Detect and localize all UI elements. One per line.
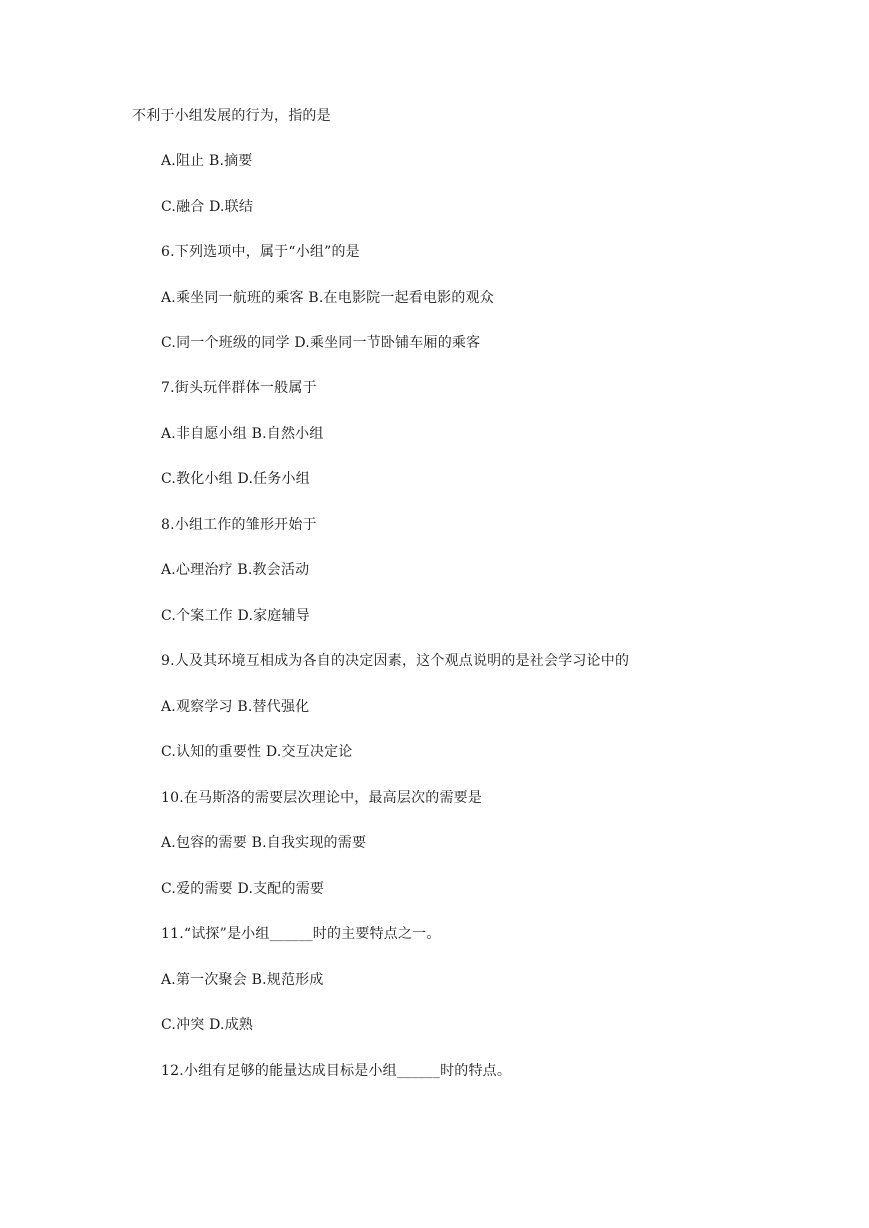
- q10-options-ab: A.包容的需要 B.自我实现的需要: [161, 835, 367, 851]
- q11-options-ab: A.第一次聚会 B.规范形成: [161, 972, 324, 988]
- q9-options-ab: A.观察学习 B.替代强化: [161, 699, 310, 715]
- q11-options-cd: C.冲突 D.成熟: [161, 1017, 254, 1033]
- q5-options-ab: A.阻止 B.摘要: [161, 153, 253, 169]
- question-11: 11.“试探”是小组______时的主要特点之一。: [161, 926, 441, 942]
- q8-options-ab: A.心理治疗 B.教会活动: [161, 562, 310, 578]
- question-7: 7.街头玩伴群体一般属于: [161, 380, 317, 396]
- q5-options-cd: C.融合 D.联结: [161, 199, 254, 215]
- q8-options-cd: C.个案工作 D.家庭辅导: [161, 608, 310, 624]
- q7-options-cd: C.教化小组 D.任务小组: [161, 471, 310, 487]
- question-continuation: 不利于小组发展的行为，指的是: [132, 108, 331, 124]
- question-10: 10.在马斯洛的需要层次理论中，最高层次的需要是: [161, 790, 483, 806]
- q10-options-cd: C.爱的需要 D.支配的需要: [161, 881, 325, 897]
- q6-options-cd: C.同一个班级的同学 D.乘坐同一节卧铺车厢的乘客: [161, 335, 481, 351]
- q7-options-ab: A.非自愿小组 B.自然小组: [161, 426, 324, 442]
- question-8: 8.小组工作的雏形开始于: [161, 517, 317, 533]
- question-9: 9.人及其环境互相成为各自的决定因素，这个观点说明的是社会学习论中的: [161, 653, 630, 669]
- q6-options-ab: A.乘坐同一航班的乘客 B.在电影院一起看电影的观众: [161, 290, 494, 306]
- question-12: 12.小组有足够的能量达成目标是小组______时的特点。: [161, 1063, 512, 1079]
- question-6: 6.下列选项中，属于“小组”的是: [161, 244, 360, 260]
- q9-options-cd: C.认知的重要性 D.交互决定论: [161, 744, 353, 760]
